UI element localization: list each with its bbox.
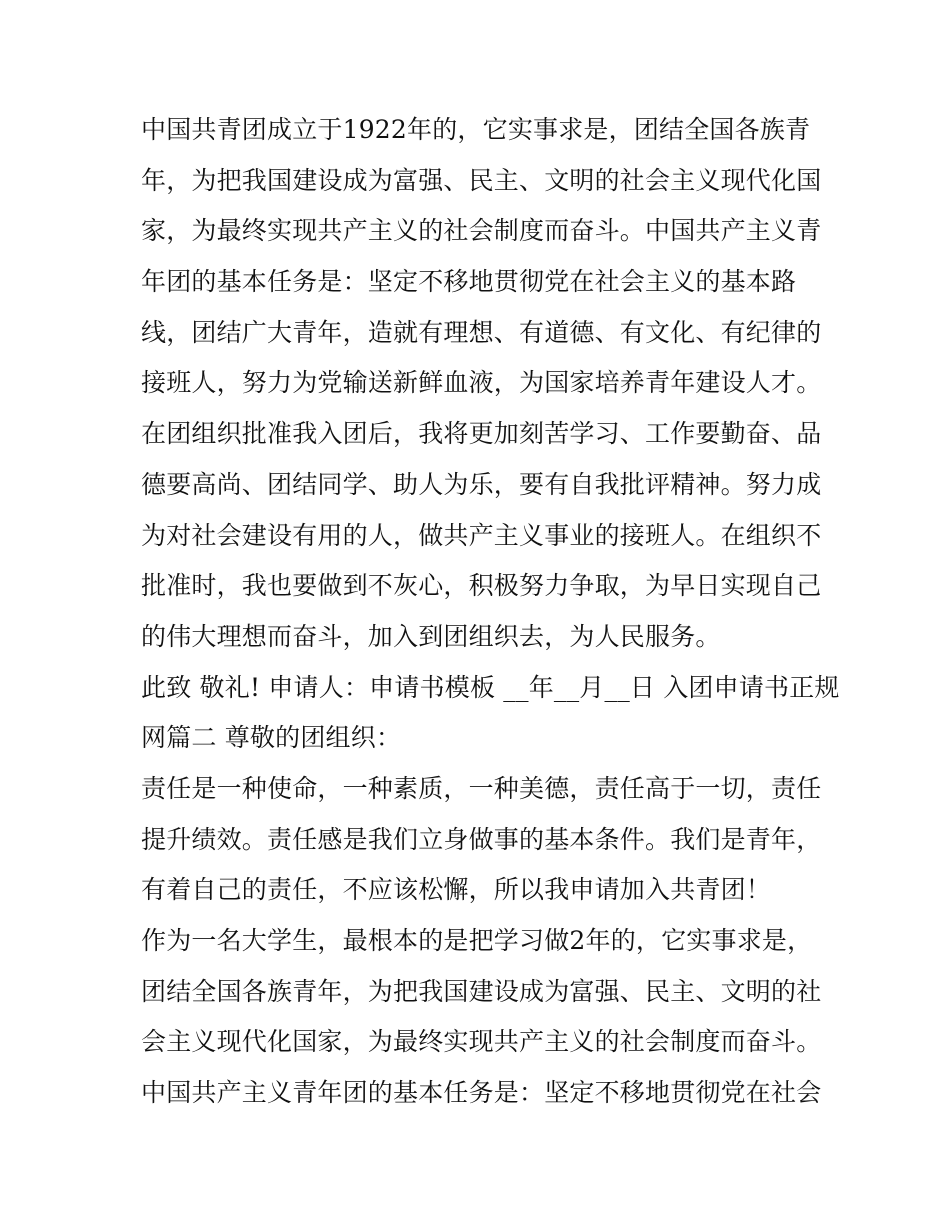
text-line: 年团的基本任务是：坚定不移地贯彻党在社会主义的基本路 (141, 267, 797, 297)
text-line: 有着自己的责任，不应该松懈，所以我申请加入共青团！ (141, 875, 772, 905)
text-line: 接班人，努力为党输送新鲜血液，为国家培养青年建设人才。 (141, 368, 822, 398)
text-line: 家，为最终实现共产主义的社会制度而奋斗。中国共产主义青 (141, 216, 822, 246)
closing-line: 此致 敬礼! 申请人：申请书模板 __年__月__日 入团申请书正规 (141, 672, 840, 702)
text-line: 团结全国各族青年，为把我国建设成为富强、民主、文明的社 (141, 976, 822, 1006)
text-line: 作为一名大学生，最根本的是把学习做2年的，它实事求是， (141, 926, 813, 955)
text-line: 为对社会建设有用的人，做共产主义事业的接班人。在组织不 (141, 520, 822, 550)
text-line: 提升绩效。责任感是我们立身做事的基本条件。我们是青年， (141, 824, 822, 854)
text-line: 的伟大理想而奋斗，加入到团组织去，为人民服务。 (141, 621, 721, 651)
text-line: 德要高尚、团结同学、助人为乐，要有自我批评精神。努力成 (141, 469, 822, 499)
text-line: 会主义现代化国家，为最终实现共产主义的社会制度而奋斗。 (141, 1027, 822, 1057)
text-line: 责任是一种使命，一种素质，一种美德，责任高于一切，责任 (141, 773, 822, 803)
section-heading: 网篇二 尊敬的团组织： (141, 723, 402, 753)
text-line: 中国共产主义青年团的基本任务是：坚定不移地贯彻党在社会 (141, 1078, 822, 1108)
text-line: 中国共青团成立于1922年的，它实事求是，团结全国各族青 (141, 115, 811, 144)
text-line: 在团组织批准我入团后，我将更加刻苦学习、工作要勤奋、品 (141, 419, 822, 449)
text-line: 线，团结广大青年，造就有理想、有道德、有文化、有纪律的 (141, 317, 822, 347)
text-line: 年，为把我国建设成为富强、民主、文明的社会主义现代化国 (141, 165, 822, 195)
text-line: 批准时，我也要做到不灰心，积极努力争取，为早日实现自己 (141, 571, 822, 601)
document-body (141, 105, 840, 1119)
